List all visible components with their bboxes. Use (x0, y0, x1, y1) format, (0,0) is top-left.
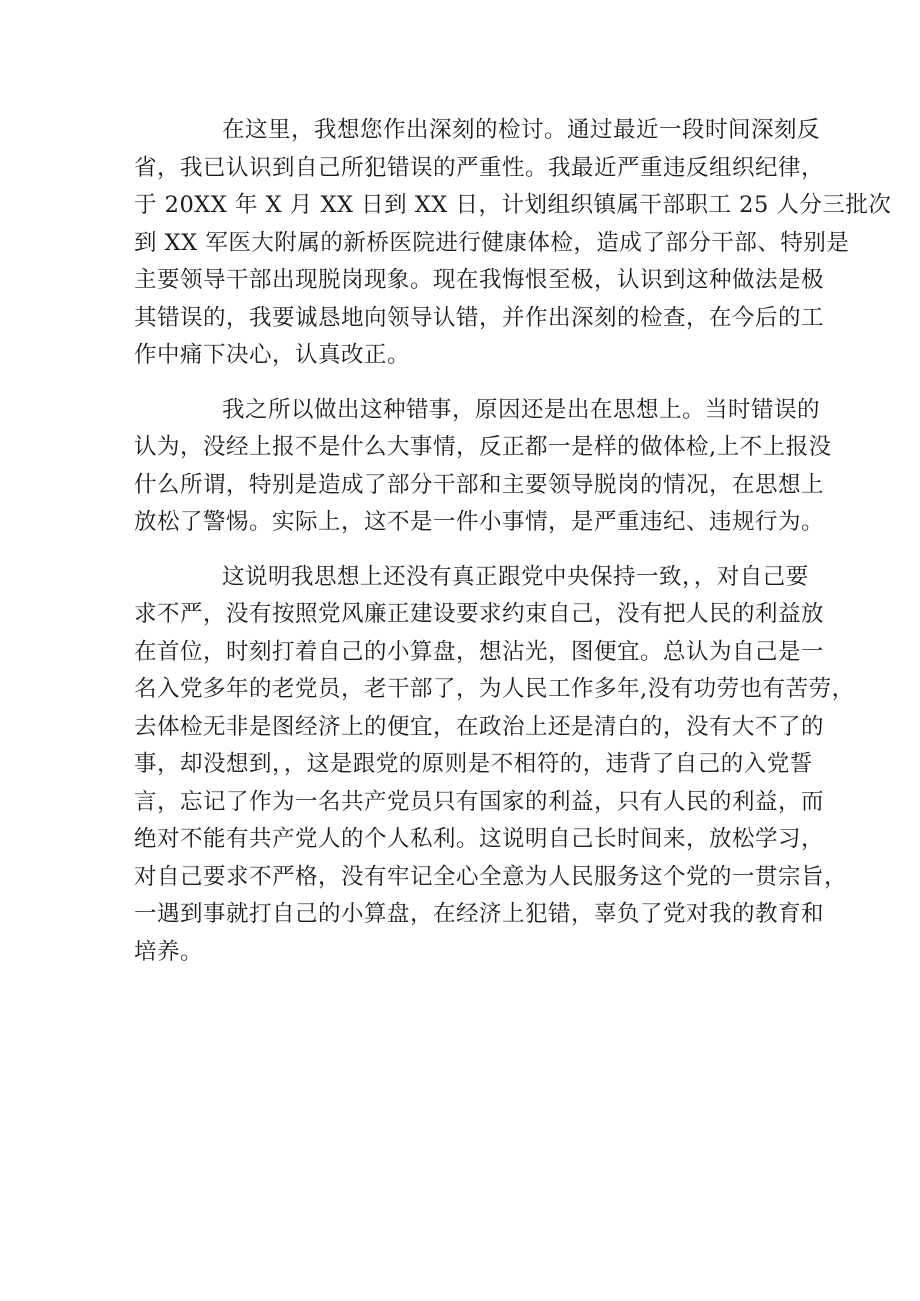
text-line: 省，我已认识到自己所犯错误的严重性。我最近严重违反组织纪律， (134, 154, 825, 181)
text-line: 到 XX 军医大附属的新桥医院进行健康体检，造成了部分干部、特别是 (134, 229, 850, 256)
text-line: 名入党多年的老党员，老干部了，为人民工作多年,没有功劳也有苦劳， (134, 676, 855, 702)
text-line: 言，忘记了作为一名共产党员只有国家的利益，只有人民的利益，而 (134, 788, 825, 815)
text-line: 一遇到事就打自己的小算盘，在经济上犯错，辜负了党对我的教育和 (134, 901, 825, 927)
text-line: 于 20XX 年 X 月 XX 日到 XX 日，计划组织镇属干部职工 25 人分三批次 (134, 192, 892, 218)
text-line: 主要领导干部出现脱岗现象。现在我悔恨至极，认识到这种做法是极 (134, 267, 825, 293)
text-line: 去体检无非是图经济上的便宜，在政治上还是清白的，没有大不了的 (134, 713, 825, 740)
text-line: 认为，没经上报不是什么大事情，反正都一是样的做体检,上不上报没 (134, 434, 832, 460)
text-line: 放松了警惕。实际上，这不是一件小事情，是严重违纪、违规行为。 (134, 509, 825, 535)
text-line: 事，却没想到，，这是跟党的原则是不相符的，违背了自己的入党誓 (134, 751, 813, 777)
text-line: 对自己要求不严格，没有牢记全心全意为人民服务这个党的一贯宗旨， (134, 863, 848, 890)
paragraph-spacer (134, 542, 794, 559)
text-line: 什么所谓，特别是造成了部分干部和主要领导脱岗的情况，在思想上 (134, 471, 825, 498)
text-line: 培养。 (134, 938, 204, 965)
paragraph-spacer (134, 375, 794, 392)
document-body (134, 112, 892, 971)
paragraph-2 (134, 392, 832, 542)
text-line: 在首位，时刻打着自己的小算盘，想沾光，图便宜。总认为自己是一 (134, 638, 825, 665)
text-line: 作中痛下决心，认真改正。 (134, 342, 411, 368)
text-line: 其错误的，我要诚恳地向领导认错，并作出深刻的检查，在今后的工 (134, 304, 825, 331)
paragraph-3 (134, 559, 855, 972)
text-line: 绝对不能有共产党人的个人私利。这说明自己长时间来，放松学习， (134, 826, 825, 852)
text-line: 求不严，没有按照党风廉正建设要求约束自己，没有把人民的利益放 (134, 601, 825, 627)
text-line: 在这里，我想您作出深刻的检讨。通过最近一段时间深刻反 (222, 117, 821, 143)
text-line: 这说明我思想上还没有真正跟党中央保持一致，，对自己要 (222, 563, 809, 590)
paragraph-1 (134, 112, 892, 375)
text-line: 我之所以做出这种错事，原因还是出在思想上。当时错误的 (222, 396, 821, 423)
